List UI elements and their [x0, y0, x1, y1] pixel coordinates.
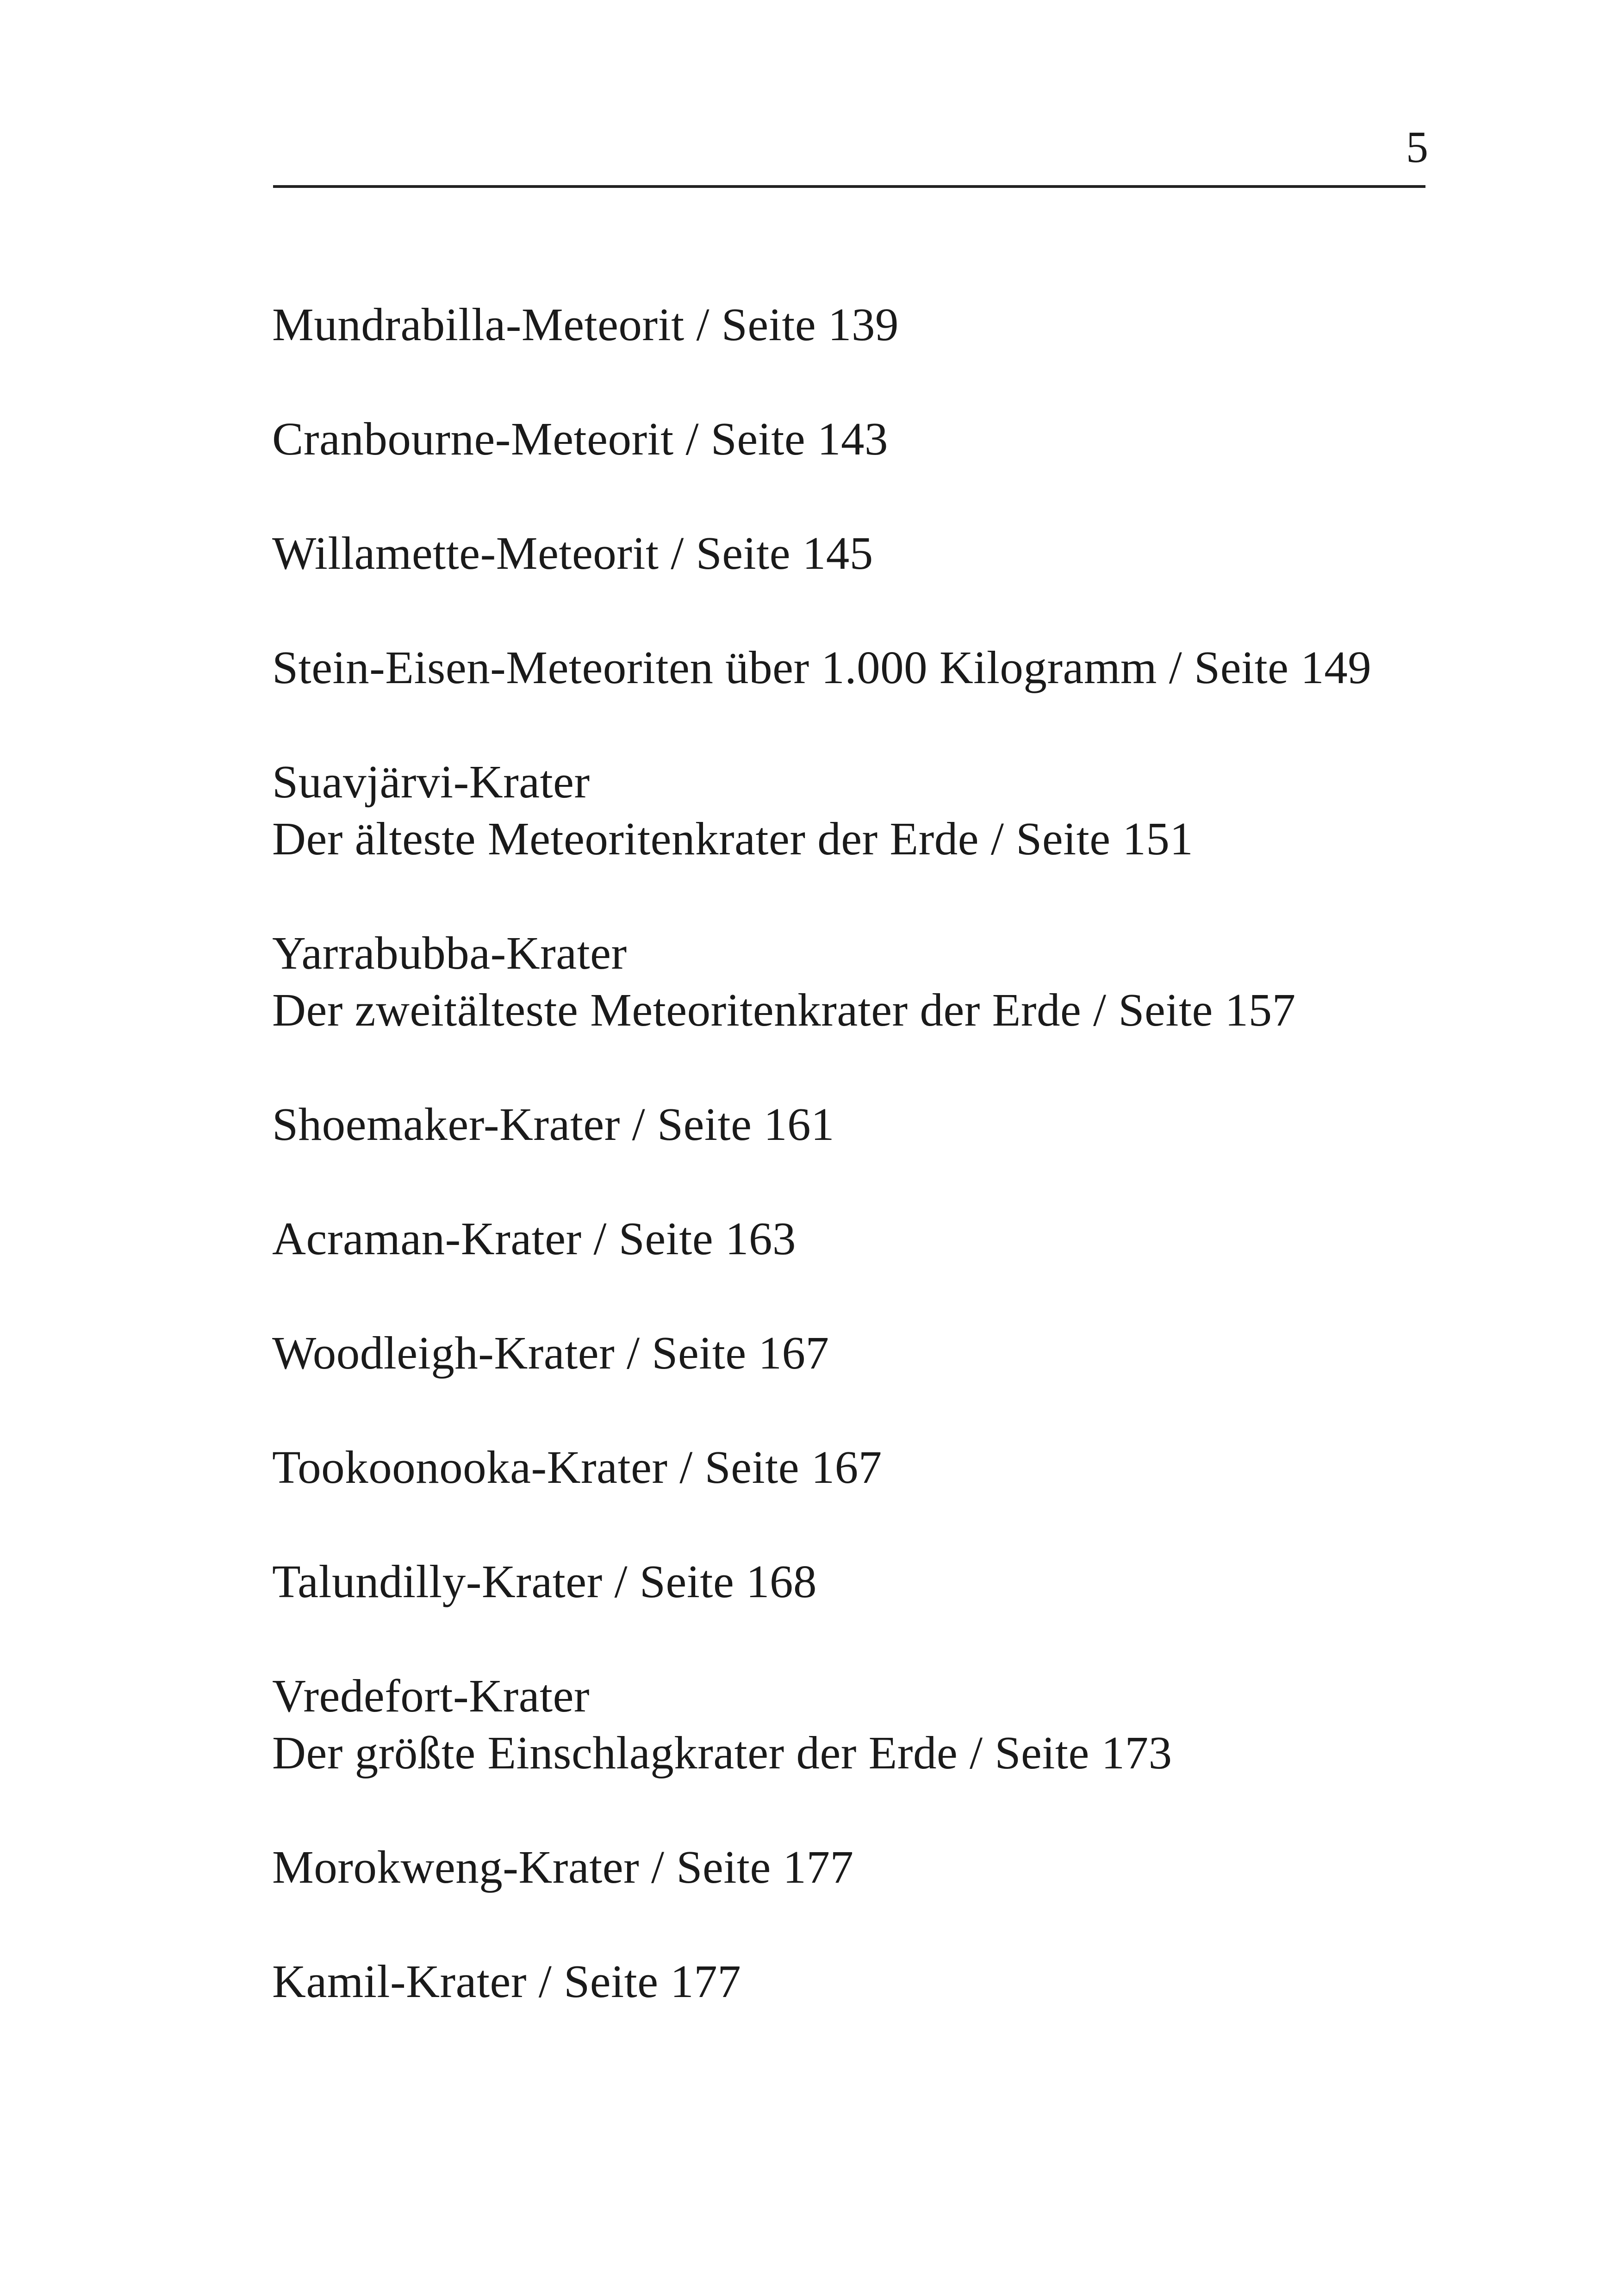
- toc-entry-title: Acraman-Krater / Seite 163: [272, 1213, 796, 1264]
- toc-entry: [272, 925, 1475, 1039]
- toc-entry-title: Mundrabilla-Meteorit / Seite 139: [272, 299, 899, 350]
- toc-entry-title: Cranbourne-Meteorit / Seite 143: [272, 413, 888, 465]
- toc-entry: [272, 411, 1475, 467]
- toc-entry: [272, 753, 1475, 867]
- toc-entry-title: Shoemaker-Krater / Seite 161: [272, 1098, 835, 1150]
- toc-entry-title: Yarrabubba-Krater: [272, 927, 627, 979]
- page-number: 5: [1406, 122, 1428, 172]
- toc-entry: [272, 1325, 1475, 1381]
- toc-entry: [272, 525, 1475, 582]
- toc-entry-title: Talundilly-Krater / Seite 168: [272, 1556, 817, 1607]
- toc-entry: [272, 1553, 1475, 1610]
- table-of-contents: [272, 296, 1475, 2067]
- toc-entry-title: Stein-Eisen-Meteoriten über 1.000 Kilogramm / Seite 149: [272, 641, 1372, 693]
- toc-entry-title: Vredefort-Krater: [272, 1670, 590, 1722]
- toc-entry: [272, 1953, 1475, 2010]
- toc-entry-title: Woodleigh-Krater / Seite 167: [272, 1327, 829, 1379]
- toc-entry-title: Tookoonooka-Krater / Seite 167: [272, 1441, 882, 1493]
- toc-entry: [272, 1210, 1475, 1267]
- toc-entry: [272, 296, 1475, 353]
- header-rule: [273, 185, 1425, 188]
- toc-entry-subtitle: Der älteste Meteoritenkrater der Erde / Seite 151: [272, 813, 1194, 865]
- toc-entry: [272, 1096, 1475, 1153]
- toc-entry: [272, 1839, 1475, 1896]
- toc-entry: [272, 639, 1475, 696]
- toc-entry-title: Kamil-Krater / Seite 177: [272, 1955, 741, 2007]
- toc-entry-title: Morokweng-Krater / Seite 177: [272, 1841, 854, 1893]
- toc-entry: [272, 1668, 1475, 1781]
- toc-entry-subtitle: Der größte Einschlagkrater der Erde / Seite 173: [272, 1727, 1172, 1779]
- toc-entry-title: Willamette-Meteorit / Seite 145: [272, 527, 873, 579]
- toc-entry-title: Suavjärvi-Krater: [272, 756, 590, 808]
- toc-entry: [272, 1439, 1475, 1496]
- toc-entry-subtitle: Der zweitälteste Meteoritenkrater der Erde / Seite 157: [272, 984, 1296, 1036]
